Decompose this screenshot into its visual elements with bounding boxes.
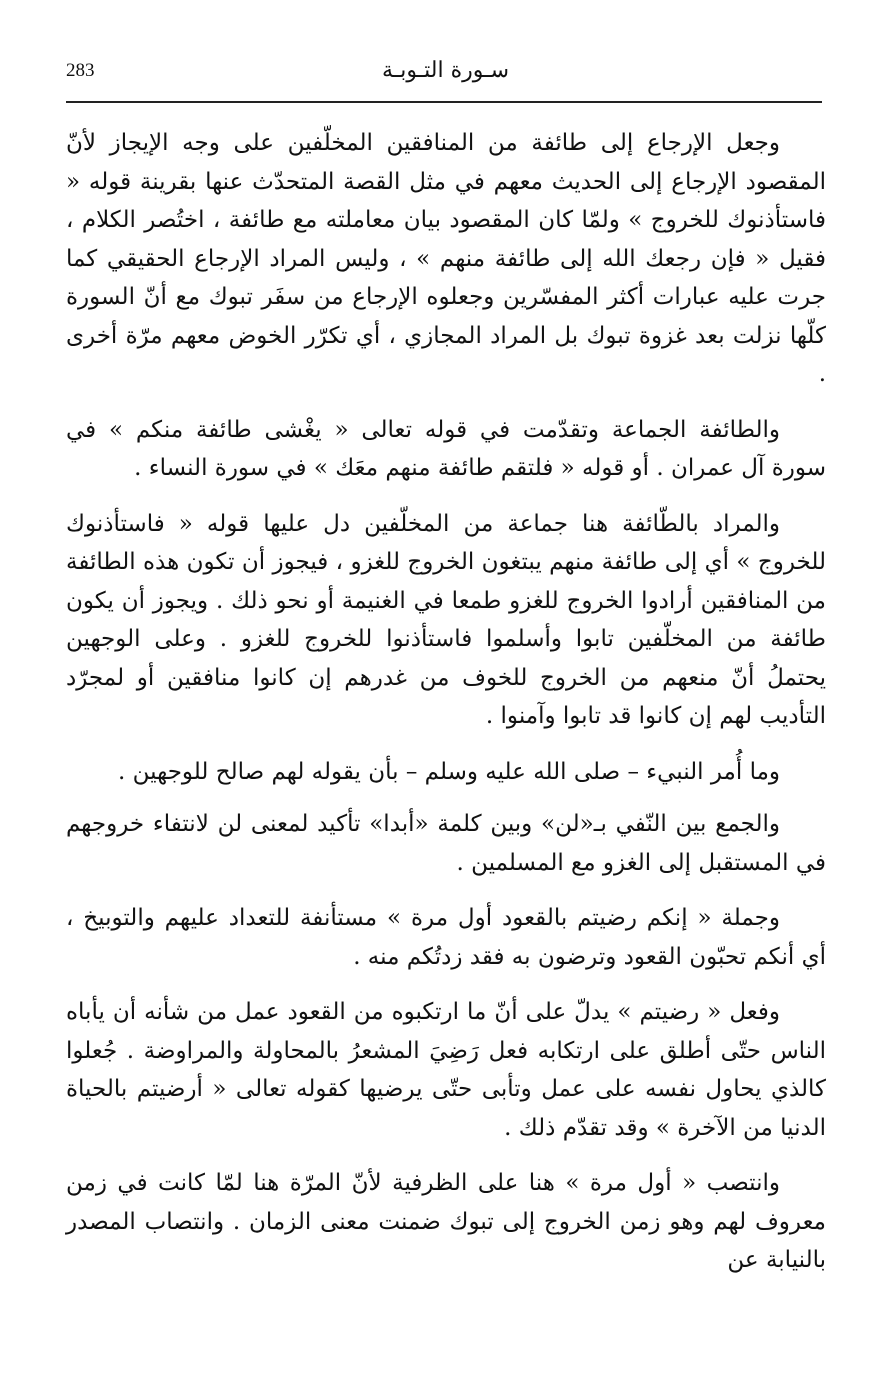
header-rule: [66, 101, 822, 103]
paragraph-3: والمراد بالطّائفة هنا جماعة من المخلّفين دل عليها قوله « فاستأذنوك للخروج » أي إلى طائفة منهم يبتغون الخروج للغزو ، فيجوز أن تكون هذه الطائفة من المنافقين أرادوا الخروج للغزو طمعا في الغنيمة أو نحو ذلك . ويجوز أن يكون طائفة من المخلّفين تابوا وأسلموا فاستأذنوا للخروج للغزو . وعلى الوجهين يحتملُ أنّ منعهم من الخروج للخوف من غدرهم إن كانوا منافقين أو لمجرّد التأديب لهم إن كانوا قد تابوا وآمنوا .: [66, 510, 826, 729]
paragraph-2: والطائفة الجماعة وتقدّمت في قوله تعالى « يغْشى طائفة منكم » في سورة آل عمران . أو قوله « فلتقم طائفة منهم معَك » في سورة النساء .: [66, 416, 826, 481]
running-title: سـورة التـوبـة: [381, 58, 509, 83]
paragraph-7: وفعل « رضيتم » يدلّ على أنّ ما ارتكبوه من القعود عمل من شأنه أن يأباه الناس حتّى أطلق على ارتكابه فعل رَضِيَ المشعرُ بالمحاولة والمراوضة . جُعلوا كالذي يحاول نفسه على عمل وتأبى حتّى يرضيها كقوله تعالى « أرضيتم بالحياة الدنيا من الآخرة » وقد تقدّم ذلك .: [66, 999, 826, 1141]
page-body: [66, 124, 826, 1297]
paragraph-1: وجعل الإرجاع إلى طائفة من المنافقين المخلّفين على وجه الإيجاز لأنّ المقصود الإرجاع إلى الحديث معهم في مثل القصة المتحدّث عنها بقرينة قوله « فاستأذنوك للخروج » ولمّا كان المقصود بيان معاملته مع طائفة ، اختُصر الكلام ، فقيل « فإن رجعك الله إلى طائفة منهم » ، وليس المراد الإرجاع الحقيقي كما جرت عليه عبارات أكثر المفسّرين وجعلوه الإرجاع من سفَر تبوك مع أنّ السورة كلّها نزلت بعد غزوة تبوك بل المراد المجازي ، أي تكرّر الخوض معهم مرّة أخرى .: [66, 130, 826, 387]
paragraph-6: وجملة « إنكم رضيتم بالقعود أول مرة » مستأنفة للتعداد عليهم والتوبيخ ، أي أنكم تحبّون القعود وترضون به فقد زدتُكم منه .: [66, 905, 826, 970]
paragraph-4: وما أُمر النبيء – صلى الله عليه وسلم – بأن يقوله لهم صالح للوجهين .: [118, 758, 780, 785]
paragraph-5: والجمع بين النّفي بـ«لن» وبين كلمة «أبدا» تأكيد لمعنى لن لانتفاء خروجهم في المستقبل إلى الغزو مع المسلمين .: [66, 811, 826, 876]
paragraph-8: وانتصب « أول مرة » هنا على الظرفية لأنّ المرّة هنا لمّا كانت في زمن معروف لهم وهو زمن الخروج إلى تبوك ضمنت معنى الزمان . وانتصاب المصدر بالنيابة عن: [66, 1170, 826, 1273]
page-number: 283: [66, 60, 95, 81]
